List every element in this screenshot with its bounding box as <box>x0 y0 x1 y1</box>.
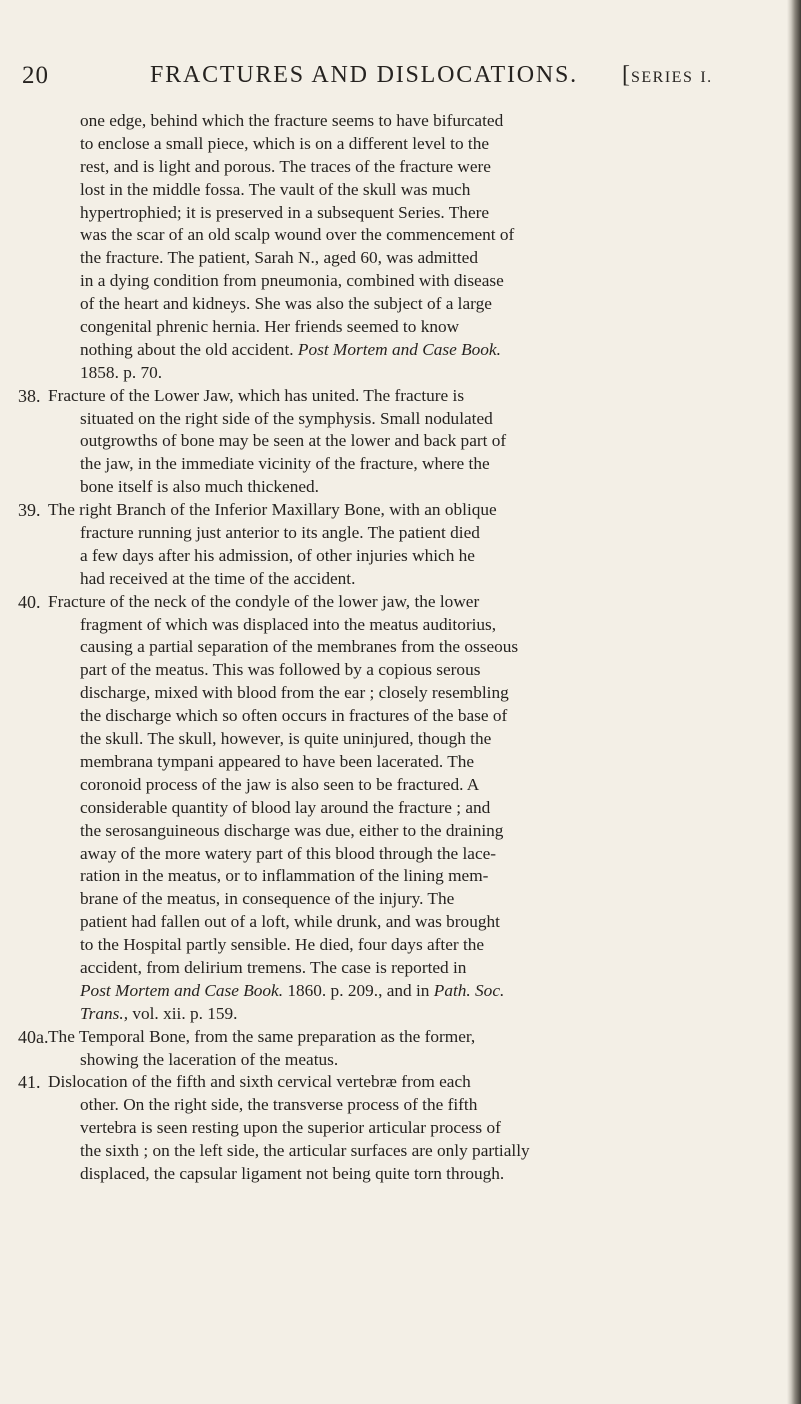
text-line <box>0 476 790 499</box>
line-text <box>80 1094 477 1117</box>
line-text <box>80 110 503 133</box>
line-text <box>80 865 488 888</box>
running-head: FRACTURES AND DISLOCATIONS. <box>150 62 578 88</box>
entry-number: 40. <box>18 591 41 612</box>
line-segment: brane of the meatus, in consequence of the injury. The <box>80 889 455 909</box>
citation-title: Trans., <box>80 1003 129 1023</box>
series-number: I. <box>700 69 713 86</box>
line-text <box>80 1049 338 1072</box>
line-text <box>80 980 504 1003</box>
page-number: 20 <box>22 62 49 89</box>
line-text <box>80 774 479 797</box>
line-text: The Temporal Bone, from the same preparation as the former, <box>48 1026 476 1046</box>
line-text <box>80 156 491 179</box>
text-line <box>0 545 790 568</box>
text-line <box>0 339 790 362</box>
text-line <box>0 1071 790 1094</box>
text-line <box>0 499 790 522</box>
text-line <box>0 224 790 247</box>
text-line <box>0 843 790 866</box>
text-line <box>0 179 790 202</box>
text-line <box>0 728 790 751</box>
line-text <box>80 957 466 980</box>
text-line <box>0 1094 790 1117</box>
line-text <box>80 545 475 568</box>
line-text <box>80 728 491 751</box>
text-line <box>0 911 790 934</box>
citation-title: Post Mortem and Case Book. <box>297 339 501 359</box>
line-segment: considerable quantity of blood lay around the fracture ; and <box>80 797 491 817</box>
text-line <box>0 1140 790 1163</box>
line-text <box>80 247 478 270</box>
line-segment: nothing about the old accident. <box>80 339 294 359</box>
text-line <box>0 1049 790 1072</box>
line-segment: situated on the right side of the symphysis. Small nodulated <box>80 408 493 428</box>
line-text <box>80 408 493 431</box>
line-text <box>80 636 518 659</box>
text-line <box>0 774 790 797</box>
text-line <box>0 820 790 843</box>
text-line <box>0 362 790 385</box>
line-segment: to the Hospital partly sensible. He died, four days after the <box>80 935 485 955</box>
line-segment: the skull. The skull, however, is quite uninjured, though the <box>80 729 492 749</box>
text-line <box>0 888 790 911</box>
text-line <box>0 522 790 545</box>
line-segment: rest, and is light and porous. The traces of the fracture were <box>80 156 491 176</box>
line-text <box>80 1003 237 1026</box>
text-line <box>0 202 790 225</box>
line-segment: membrana tympani appeared to have been lacerated. The <box>80 751 475 771</box>
line-segment: the fracture. The patient, Sarah N., aged 60, was admitted <box>80 248 478 268</box>
line-text <box>80 430 506 453</box>
line-text <box>80 614 496 637</box>
line-segment: hypertrophied; it is preserved in a subsequent Series. There <box>80 202 490 222</box>
line-text <box>80 293 492 316</box>
text-line <box>0 957 790 980</box>
line-text <box>80 797 490 820</box>
line-text <box>80 911 500 934</box>
line-segment: showing the laceration of the meatus. <box>80 1049 339 1069</box>
text-line <box>0 247 790 270</box>
line-text <box>80 179 470 202</box>
line-segment: part of the meatus. This was followed by a copious serous <box>80 660 481 680</box>
text-line <box>0 133 790 156</box>
line-text <box>80 888 454 911</box>
series-word: SERIES <box>631 69 694 86</box>
text-line <box>0 797 790 820</box>
line-segment: causing a partial separation of the membranes from the osseous <box>80 637 519 657</box>
line-text <box>80 843 496 866</box>
line-segment: a few days after his admission, of other injuries which he <box>80 545 475 565</box>
line-segment: coronoid process of the jaw is also seen to be fractured. A <box>80 774 480 794</box>
line-segment: other. On the right side, the transverse process of the fifth <box>80 1095 478 1115</box>
line-text <box>80 224 514 247</box>
line-text <box>80 453 490 476</box>
text-line <box>0 682 790 705</box>
line-segment: outgrowths of bone may be seen at the lower and back part of <box>80 431 507 451</box>
entry-number: 41. <box>18 1072 41 1093</box>
text-line <box>0 430 790 453</box>
line-text <box>80 339 501 362</box>
line-segment: displaced, the capsular ligament not being quite torn through. <box>80 1163 505 1183</box>
line-text <box>80 362 162 385</box>
line-text <box>80 270 504 293</box>
line-text: Dislocation of the fifth and sixth cervical vertebræ from each <box>48 1072 471 1092</box>
line-segment: the jaw, in the immediate vicinity of the fracture, where the <box>80 454 490 474</box>
line-text <box>80 1140 530 1163</box>
text-line <box>0 980 790 1003</box>
line-segment: the sixth ; on the left side, the articular surfaces are only partially <box>80 1141 530 1161</box>
text-line <box>0 316 790 339</box>
text-line <box>0 591 790 614</box>
text-line <box>0 1003 790 1026</box>
citation-detail: 1860. p. 209., and in <box>283 980 434 1000</box>
text-line <box>0 408 790 431</box>
entry-number: 38. <box>18 385 41 406</box>
line-text <box>80 1163 504 1186</box>
text-line <box>0 614 790 637</box>
entry-number: 40a. <box>18 1026 49 1047</box>
line-text <box>80 568 355 591</box>
line-text <box>80 705 507 728</box>
citation-detail: vol. xii. p. 159. <box>128 1003 238 1023</box>
text-line <box>0 568 790 591</box>
entry-number: 39. <box>18 500 41 521</box>
line-segment: vertebra is seen resting upon the superior articular process of <box>80 1118 501 1138</box>
line-text: Fracture of the Lower Jaw, which has united. The fracture is <box>48 385 465 405</box>
text-line <box>0 934 790 957</box>
line-text <box>80 934 484 957</box>
body-text <box>0 110 790 1186</box>
line-text: Fracture of the neck of the condyle of the lower jaw, the lower <box>48 591 480 611</box>
line-segment: of the heart and kidneys. She was also the subject of a large <box>80 294 492 314</box>
line-segment: congenital phrenic hernia. Her friends seemed to know <box>80 317 460 337</box>
text-line <box>0 751 790 774</box>
text-line <box>0 110 790 133</box>
line-segment: the serosanguineous discharge was due, either to the draining <box>80 820 504 840</box>
line-segment: accident, from delirium tremens. The case is reported in <box>80 957 467 977</box>
line-segment: the discharge which so often occurs in fractures of the base of <box>80 706 508 726</box>
line-segment: 1858. p. 70. <box>80 362 163 382</box>
line-text <box>80 820 503 843</box>
line-text: The right Branch of the Inferior Maxillary Bone, with an oblique <box>48 500 497 520</box>
line-text <box>80 202 489 225</box>
text-line <box>0 293 790 316</box>
citation-title: Post Mortem and Case Book. <box>80 980 284 1000</box>
series-bracket: [ <box>622 62 631 88</box>
text-line <box>0 453 790 476</box>
line-segment: patient had fallen out of a loft, while drunk, and was brought <box>80 912 500 932</box>
text-line <box>0 156 790 179</box>
line-text <box>80 682 509 705</box>
citation-title: Path. Soc. <box>433 980 505 1000</box>
text-line <box>0 636 790 659</box>
line-segment: fragment of which was displaced into the meatus auditorius, <box>80 614 497 634</box>
text-line <box>0 1026 790 1049</box>
line-text <box>80 476 319 499</box>
line-text <box>80 522 480 545</box>
line-text <box>80 659 480 682</box>
line-segment: lost in the middle fossa. The vault of the skull was much <box>80 179 471 199</box>
text-line <box>0 270 790 293</box>
line-text <box>80 751 474 774</box>
line-segment: discharge, mixed with blood from the ear ; closely resembling <box>80 683 509 703</box>
line-segment: to enclose a small piece, which is on a different level to the <box>80 133 490 153</box>
line-segment: in a dying condition from pneumonia, combined with disease <box>80 271 504 291</box>
text-line <box>0 705 790 728</box>
line-segment: ration in the meatus, or to inflammation of the lining mem- <box>80 866 489 886</box>
line-segment: away of the more watery part of this blood through the lace- <box>80 843 497 863</box>
line-segment: one edge, behind which the fracture seems to have bifurcated <box>80 111 504 130</box>
line-segment: bone itself is also much thickened. <box>80 477 320 497</box>
text-line <box>0 1163 790 1186</box>
line-segment: had received at the time of the accident. <box>80 568 356 588</box>
line-segment: fracture running just anterior to its angle. The patient died <box>80 523 480 543</box>
page-header <box>0 58 790 98</box>
series-label <box>622 62 713 89</box>
line-segment: was the scar of an old scalp wound over the commencement of <box>80 225 515 245</box>
line-text <box>80 1117 501 1140</box>
text-line <box>0 659 790 682</box>
text-line <box>0 385 790 408</box>
text-line <box>0 1117 790 1140</box>
text-line <box>0 865 790 888</box>
line-text <box>80 316 459 339</box>
line-text <box>80 133 489 156</box>
